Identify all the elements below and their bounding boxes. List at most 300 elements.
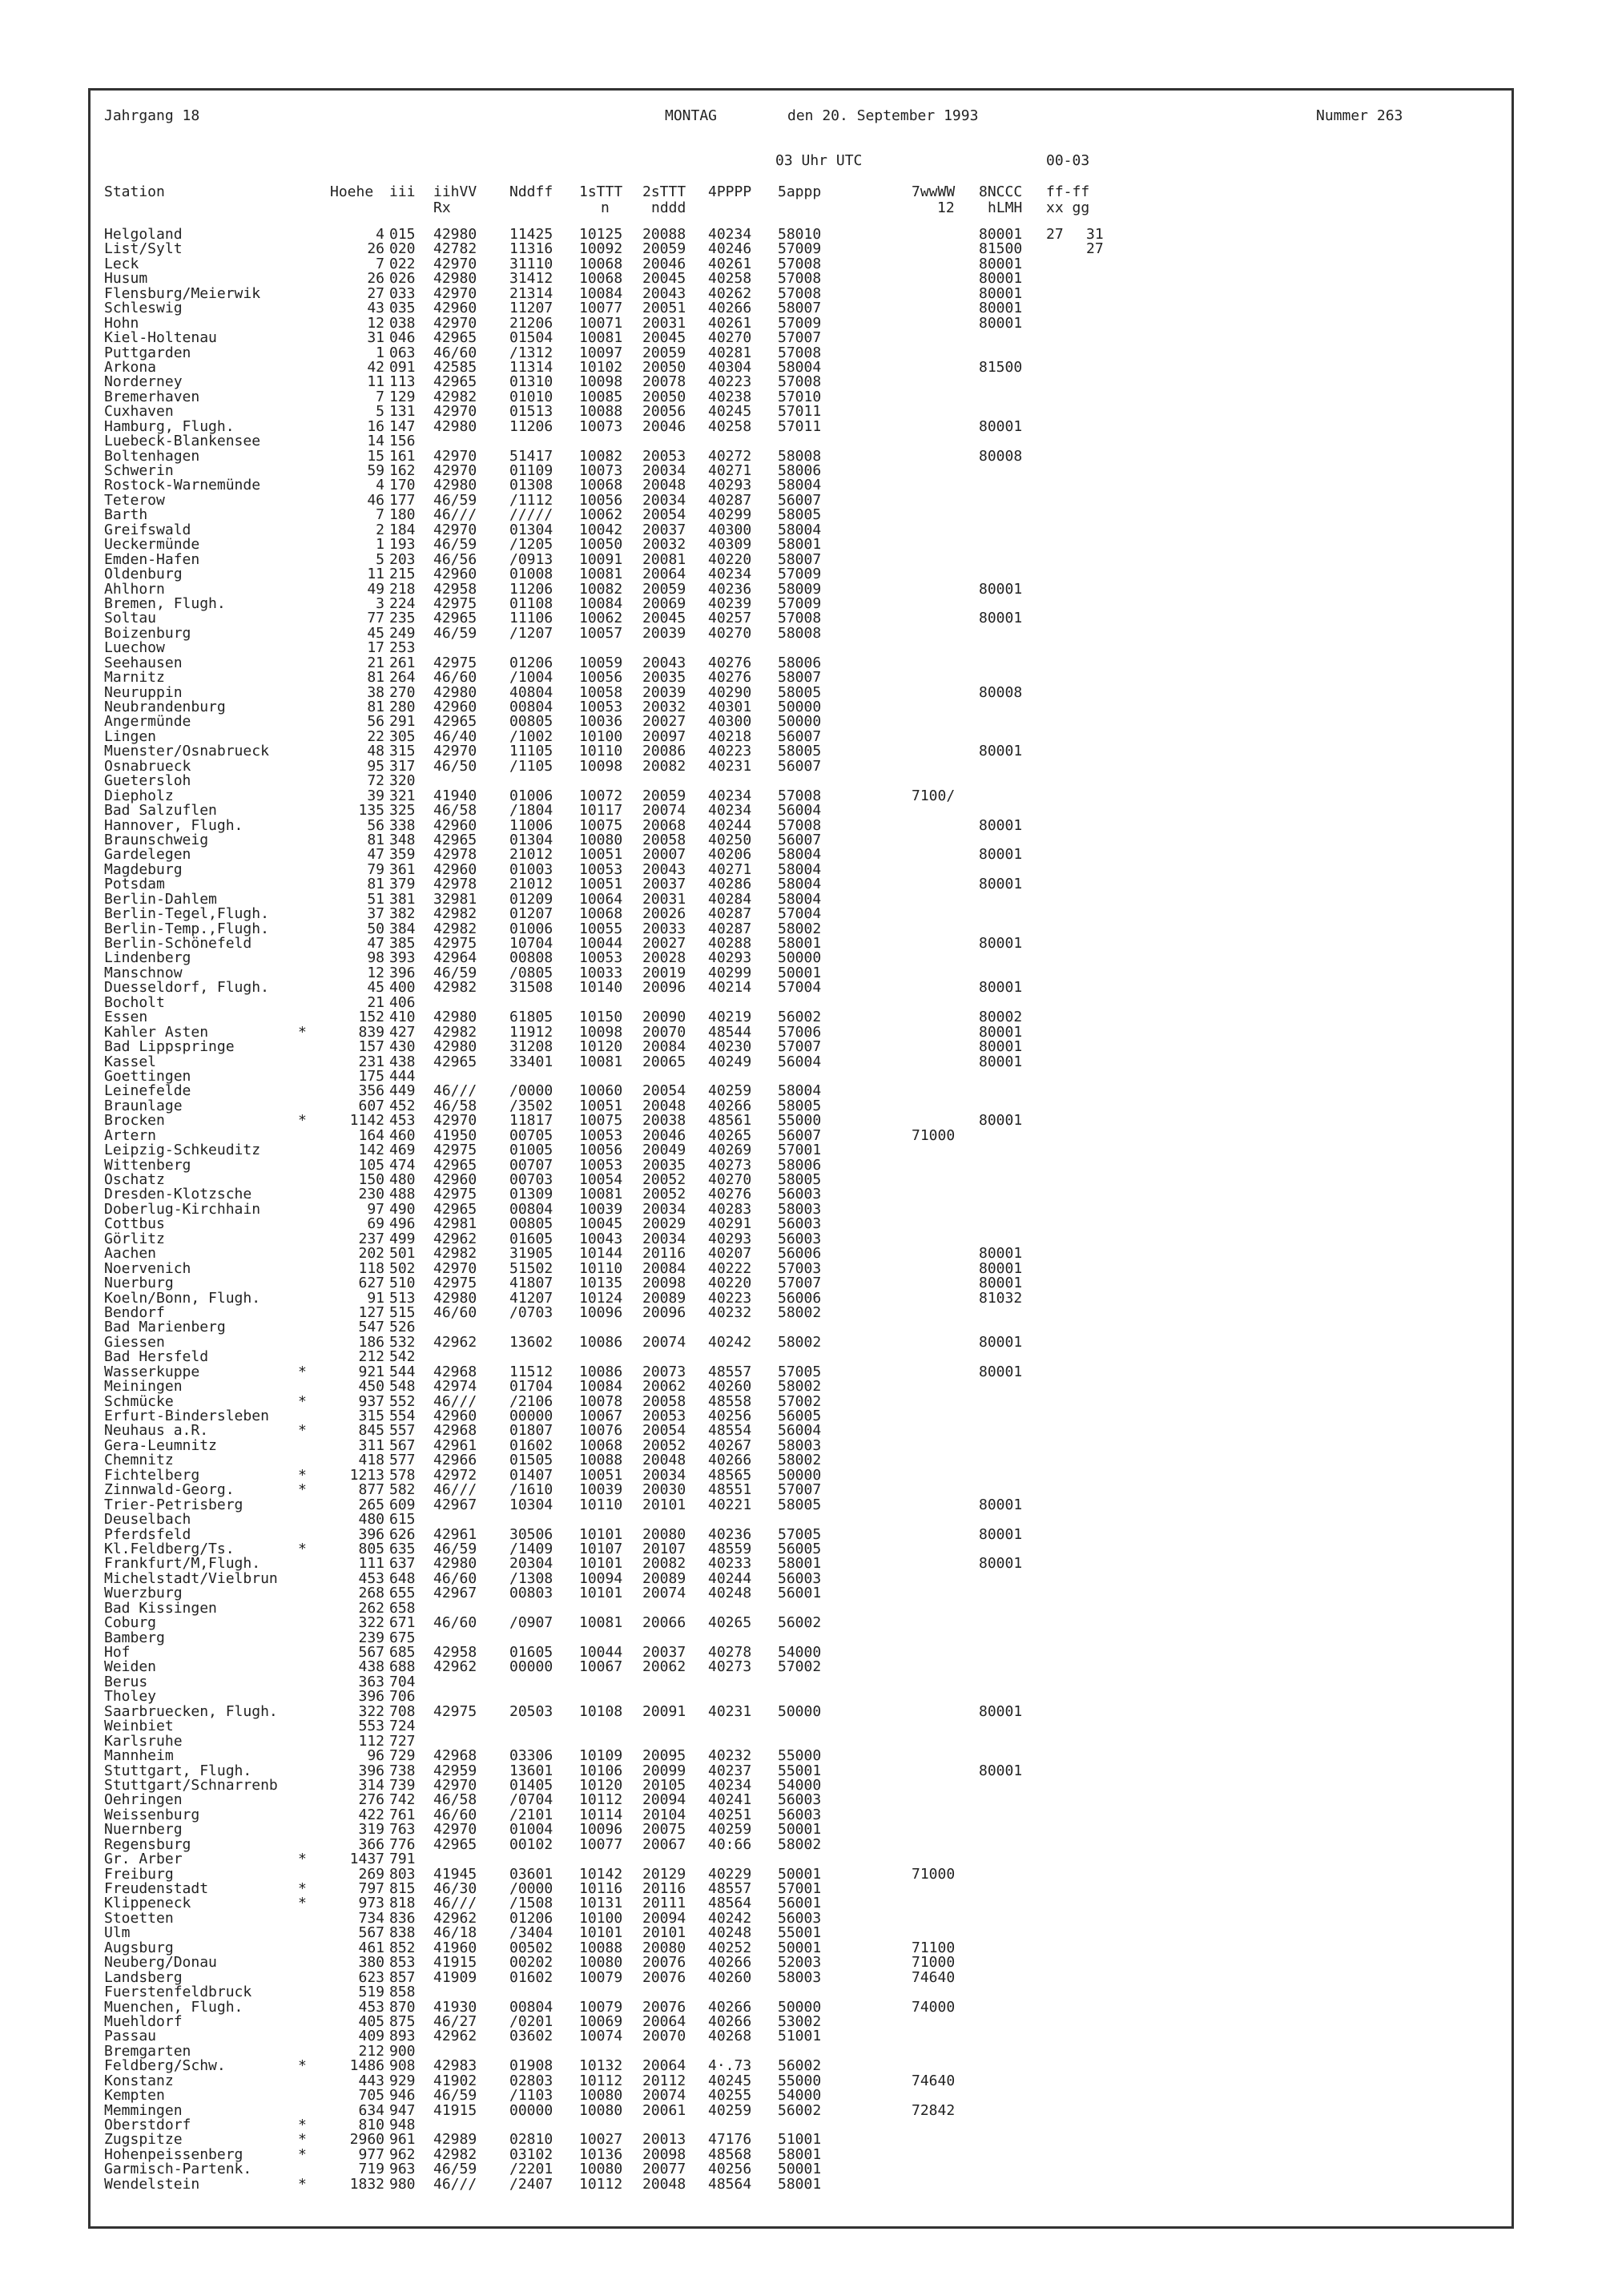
station-name: Freiburg	[104, 1865, 174, 1883]
group-dewpoint: 20031	[642, 314, 686, 332]
group-pressure: 40236	[708, 580, 752, 598]
group-temp: 10094	[579, 1569, 623, 1587]
group-dewpoint: 20074	[642, 802, 686, 820]
group-dewpoint: 20034	[642, 1200, 686, 1218]
group-ihvv: 46/59	[433, 536, 477, 554]
group-temp: 10098	[579, 373, 623, 391]
group-tendency: 50001	[778, 964, 822, 981]
group-ihvv: 42970	[433, 1259, 477, 1277]
table-row	[0, 1852, 1602, 1867]
station-name: Kahler Asten	[104, 1023, 209, 1041]
col-ihvv: iihVV	[433, 183, 477, 200]
station-id: 908	[389, 2057, 416, 2075]
group-nddff: 03601	[509, 1865, 553, 1883]
group-nddff: 00705	[509, 1126, 553, 1144]
group-nddff: /2106	[509, 1392, 553, 1410]
group-clouds: 80001	[979, 876, 1023, 893]
group-nddff: 01504	[509, 329, 553, 347]
group-nddff: 51417	[509, 447, 553, 465]
group-ihvv: 42967	[433, 1496, 477, 1513]
station-id: 648	[389, 1569, 416, 1587]
group-nddff: /1804	[509, 802, 553, 820]
station-id: 325	[389, 802, 416, 820]
group-dewpoint: 20064	[642, 2057, 686, 2075]
station-name: Garmisch-Partenk.	[104, 2161, 252, 2178]
station-id: 131	[389, 403, 416, 421]
group-temp: 10112	[579, 2072, 623, 2089]
group-ihvv: 42970	[433, 447, 477, 465]
station-height: 12	[367, 964, 384, 981]
table-row	[0, 804, 1602, 818]
station-id: 203	[389, 550, 416, 568]
group-dewpoint: 20075	[642, 1821, 686, 1839]
group-dewpoint: 20068	[642, 816, 686, 834]
table-row	[0, 272, 1602, 286]
group-temp: 10101	[579, 1924, 623, 1942]
station-id: 305	[389, 727, 416, 745]
station-id: 379	[389, 876, 416, 893]
station-height: 623	[358, 1968, 384, 1986]
group-temp: 10054	[579, 1171, 623, 1188]
col-ihvv-sub: Rx	[433, 199, 451, 216]
group-temp: 10053	[579, 699, 623, 715]
table-row	[0, 981, 1602, 995]
station-name: Koeln/Bonn, Flugh.	[104, 1289, 261, 1307]
group-nddff: 01207	[509, 905, 553, 923]
station-id: 235	[389, 610, 416, 627]
group-tendency: 58005	[778, 743, 822, 760]
group-nddff: 00102	[509, 1835, 553, 1853]
group-tendency: 57002	[778, 1658, 822, 1676]
station-id: 264	[389, 669, 416, 687]
group-nddff: 03102	[509, 2145, 553, 2163]
group-ihvv: 46///	[433, 1481, 477, 1499]
station-name: Bendorf	[104, 1303, 165, 1321]
group-dewpoint: 20129	[642, 1865, 686, 1883]
group-tendency: 56007	[778, 757, 822, 775]
group-dewpoint: 20050	[642, 358, 686, 376]
group-temp: 10067	[579, 1408, 623, 1424]
group-dewpoint: 20101	[642, 1924, 686, 1942]
station-id: 671	[389, 1614, 416, 1632]
table-row	[0, 1114, 1602, 1128]
group-pressure: 40218	[708, 727, 752, 745]
group-temp: 10101	[579, 1555, 623, 1573]
station-id: 544	[389, 1363, 416, 1380]
station-name: Hohenpeissenberg	[104, 2145, 244, 2163]
station-height: 356	[358, 1082, 384, 1100]
station-height: 519	[358, 1984, 384, 2001]
group-nddff: /1508	[509, 1895, 553, 1912]
station-height: 59	[367, 462, 384, 479]
station-height: 5	[376, 550, 384, 568]
group-nddff: 01304	[509, 521, 553, 538]
group-nddff: 01006	[509, 920, 553, 937]
group-ihvv: 42965	[433, 610, 477, 627]
group-nddff: 11817	[509, 1112, 553, 1130]
group-dewpoint: 20070	[642, 2028, 686, 2045]
table-row	[0, 2101, 1602, 2119]
group-ihvv: 46/59	[433, 2161, 477, 2178]
station-name: Leck	[104, 255, 139, 272]
station-id: 490	[389, 1200, 416, 1218]
station-name: Manschnow	[104, 964, 183, 981]
group-temp: 10088	[579, 1452, 623, 1469]
station-height: 319	[358, 1821, 384, 1839]
group-nddff: 11106	[509, 610, 553, 627]
station-height: 27	[367, 284, 384, 302]
group-temp: 10116	[579, 1880, 623, 1897]
group-tendency: 58003	[778, 1968, 822, 1986]
station-height: 150	[358, 1171, 384, 1188]
group-dewpoint: 20046	[642, 255, 686, 272]
station-name: Neubrandenburg	[104, 699, 226, 715]
group-nddff: 01704	[509, 1378, 553, 1396]
station-id: 502	[389, 1259, 416, 1277]
station-id: 393	[389, 949, 416, 967]
group-nddff: 11316	[509, 240, 553, 258]
group-tendency: 58007	[778, 300, 822, 317]
group-dewpoint: 20116	[642, 1245, 686, 1263]
station-name: Arkona	[104, 358, 157, 376]
station-height: 4	[376, 477, 384, 494]
station-id: 480	[389, 1171, 416, 1188]
group-dewpoint: 20064	[642, 2012, 686, 2030]
station-id: 488	[389, 1186, 416, 1203]
station-id: 184	[389, 521, 416, 538]
group-pressure: 40291	[708, 1215, 752, 1233]
group-pressure: 40287	[708, 905, 752, 923]
station-name: Landsberg	[104, 1968, 183, 1986]
station-id: 704	[389, 1673, 416, 1690]
group-temp: 10110	[579, 743, 623, 760]
issue-number: Nummer 263	[1316, 107, 1403, 124]
table-row	[0, 1498, 1602, 1513]
group-dewpoint: 20095	[642, 1747, 686, 1765]
group-ihvv: 42965	[433, 373, 477, 391]
group-nddff: 01602	[509, 1436, 553, 1454]
group-temp: 10053	[579, 860, 623, 878]
station-name: Bad Hersfeld	[104, 1348, 209, 1366]
group-dewpoint: 20096	[642, 979, 686, 997]
group-dewpoint: 20062	[642, 1658, 686, 1676]
station-id: 658	[389, 1599, 416, 1617]
group-temp: 10110	[579, 1259, 623, 1277]
group-temp: 10051	[579, 846, 623, 864]
group-ihvv: 42962	[433, 1909, 477, 1927]
station-name: Wuerzburg	[104, 1585, 183, 1602]
group-tendency: 50000	[778, 699, 822, 715]
group-temp: 10056	[579, 491, 623, 509]
station-height: 42	[367, 358, 384, 376]
group-dewpoint: 20034	[642, 1466, 686, 1484]
station-height: 231	[358, 1053, 384, 1070]
group-tendency: 56001	[778, 1585, 822, 1602]
group-ihvv: 46/60	[433, 1569, 477, 1587]
group-tendency: 58004	[778, 876, 822, 893]
group-dewpoint: 20112	[642, 2072, 686, 2089]
station-height: 50	[367, 920, 384, 937]
group-nddff: /1610	[509, 1481, 553, 1499]
station-name: Osnabrueck	[104, 757, 191, 775]
col-ttt2-sub: nddd	[651, 199, 686, 216]
group-ihvv: 42980	[433, 226, 477, 243]
group-dewpoint: 20048	[642, 477, 686, 494]
station-name: Diepholz	[104, 787, 174, 804]
station-height: 72	[367, 772, 384, 790]
group-tendency: 56007	[778, 1126, 822, 1144]
station-id: 022	[389, 255, 416, 272]
group-temp: 10079	[579, 1998, 623, 2016]
group-nddff: 00000	[509, 1658, 553, 1676]
station-height: 311	[358, 1436, 384, 1454]
station-height: 396	[358, 1762, 384, 1779]
group-ihvv: 42980	[433, 683, 477, 701]
station-height: 43	[367, 300, 384, 317]
group-temp: 10039	[579, 1481, 623, 1499]
group-temp: 10077	[579, 1835, 623, 1853]
group-dewpoint: 20053	[642, 447, 686, 465]
station-name: Bremerhaven	[104, 388, 200, 405]
table-row	[0, 1040, 1602, 1054]
group-tendency: 50000	[778, 949, 822, 967]
group-clouds: 80001	[979, 1053, 1023, 1070]
station-height: 2	[376, 521, 384, 538]
group-pressure: 40265	[708, 1126, 752, 1144]
group-nddff: 01908	[509, 2057, 553, 2075]
station-name: Kassel	[104, 1053, 157, 1070]
group-nddff: 01405	[509, 1776, 553, 1794]
group-dewpoint: 20027	[642, 713, 686, 731]
station-id: 253	[389, 639, 416, 657]
station-id: 460	[389, 1126, 416, 1144]
station-height: 11	[367, 566, 384, 583]
group-dewpoint: 20048	[642, 1452, 686, 1469]
station-height: 15	[367, 447, 384, 465]
group-pressure: 40234	[708, 1776, 752, 1794]
group-clouds: 80001	[979, 1038, 1023, 1056]
station-height: 31	[367, 329, 384, 347]
station-height: 921	[358, 1363, 384, 1380]
group-nddff: 01309	[509, 1186, 553, 1203]
group-dewpoint: 20026	[642, 905, 686, 923]
group-ihvv: 46/40	[433, 727, 477, 745]
station-name: Regensburg	[104, 1835, 191, 1853]
group-tendency: 56006	[778, 1245, 822, 1263]
station-height: 1832	[349, 2175, 384, 2193]
group-nddff: 01505	[509, 1452, 553, 1469]
group-dewpoint: 20076	[642, 1954, 686, 1972]
group-tendency: 58007	[778, 669, 822, 687]
table-row	[0, 1616, 1602, 1630]
group-pressure: 40299	[708, 964, 752, 981]
group-pressure: 40269	[708, 1142, 752, 1159]
col-ncc: 8NCCC	[979, 183, 1023, 200]
table-row	[0, 1055, 1602, 1069]
group-nddff: /1103	[509, 2087, 553, 2105]
group-pressure: 40214	[708, 979, 752, 997]
group-dewpoint: 20082	[642, 757, 686, 775]
station-name: Boltenhagen	[104, 447, 200, 465]
group-temp: 10078	[579, 1392, 623, 1410]
group-tendency: 58006	[778, 1156, 822, 1174]
station-height: 480	[358, 1511, 384, 1529]
station-name: Duesseldorf, Flugh.	[104, 979, 269, 997]
col-ff: ff-ff	[1046, 183, 1090, 200]
group-dewpoint: 20074	[642, 2087, 686, 2105]
station-name: Muehldorf	[104, 2012, 183, 2030]
group-tendency: 50000	[778, 1466, 822, 1484]
group-dewpoint: 20045	[642, 329, 686, 347]
table-row	[0, 626, 1602, 641]
station-name: Gera-Leumnitz	[104, 1436, 217, 1454]
station-height: 453	[358, 1998, 384, 2016]
table-row	[0, 1217, 1602, 1231]
group-nddff: 01008	[509, 566, 553, 583]
group-pressure: 40232	[708, 1747, 752, 1765]
group-temp: 10140	[579, 979, 623, 997]
group-dewpoint: 20029	[642, 1215, 686, 1233]
group-ihvv: 42960	[433, 860, 477, 878]
station-height: 77	[367, 610, 384, 627]
station-id: 929	[389, 2072, 416, 2089]
station-id: 430	[389, 1038, 416, 1056]
group-dewpoint: 20037	[642, 521, 686, 538]
station-name: Neuruppin	[104, 683, 183, 701]
station-name: Deuselbach	[104, 1511, 191, 1529]
station-id: 444	[389, 1067, 416, 1085]
station-id: 818	[389, 1895, 416, 1912]
group-pressure: 48551	[708, 1481, 752, 1499]
mountain-marker: *	[298, 1466, 307, 1484]
station-name: Luebeck-Blankensee	[104, 433, 261, 450]
group-dewpoint: 20056	[642, 403, 686, 421]
group-temp: 10080	[579, 831, 623, 848]
group-dewpoint: 20073	[642, 1363, 686, 1380]
group-ihvv: 41950	[433, 1126, 477, 1144]
group-tendency: 57007	[778, 1275, 822, 1292]
station-id: 962	[389, 2145, 416, 2163]
group-ihvv: 46/59	[433, 2087, 477, 2105]
group-ihvv: 42970	[433, 1821, 477, 1839]
group-pressure: 40221	[708, 1496, 752, 1513]
station-name: Oberstdorf	[104, 2117, 191, 2133]
group-ihvv: 42962	[433, 1658, 477, 1676]
group-temp: 10109	[579, 1747, 623, 1765]
group-tendency: 57008	[778, 787, 822, 804]
station-height: 11	[367, 373, 384, 391]
group-tendency: 56003	[778, 1806, 822, 1823]
table-row	[0, 1513, 1602, 1527]
group-clouds: 81500	[979, 240, 1023, 258]
station-name: Hamburg, Flugh.	[104, 417, 235, 435]
table-row	[0, 1483, 1602, 1497]
station-name: Lindenberg	[104, 949, 191, 967]
group-gust-max: 27	[1046, 226, 1064, 243]
group-temp: 10056	[579, 1142, 623, 1159]
group-tendency: 58006	[778, 462, 822, 479]
group-tendency: 57004	[778, 979, 822, 997]
group-pressure: 40236	[708, 1525, 752, 1543]
table-row	[0, 2177, 1602, 2192]
station-height: 1	[376, 344, 384, 361]
group-nddff: 61805	[509, 1009, 553, 1026]
group-temp: 10051	[579, 1466, 623, 1484]
group-ihvv: 42975	[433, 1275, 477, 1292]
group-nddff: 01407	[509, 1466, 553, 1484]
group-temp: 10069	[579, 2012, 623, 2030]
group-ihvv: 42972	[433, 1466, 477, 1484]
group-dewpoint: 20033	[642, 920, 686, 937]
group-pressure: 40231	[708, 757, 752, 775]
group-pressure: 40260	[708, 1378, 752, 1396]
group-ihvv: 42975	[433, 1142, 477, 1159]
group-dewpoint: 20045	[642, 270, 686, 288]
group-nddff: /0000	[509, 1082, 553, 1100]
group-tendency: 58005	[778, 1171, 822, 1188]
group-tendency: 56007	[778, 831, 822, 848]
period-label: 00-03	[1046, 152, 1090, 169]
station-id: 739	[389, 1776, 416, 1794]
station-id: 763	[389, 1821, 416, 1839]
station-name: Nuerburg	[104, 1275, 174, 1292]
table-row	[0, 671, 1602, 685]
group-temp: 10064	[579, 890, 623, 908]
station-name: Norderney	[104, 373, 183, 391]
table-row	[0, 1247, 1602, 1261]
station-height: 164	[358, 1126, 384, 1144]
station-height: 805	[358, 1540, 384, 1557]
group-tendency: 56002	[778, 1009, 822, 1026]
group-clouds: 80001	[979, 300, 1023, 317]
station-height: 230	[358, 1186, 384, 1203]
station-height: 91	[367, 1289, 384, 1307]
table-row	[0, 1453, 1602, 1468]
station-height: 48	[367, 743, 384, 760]
group-pressure: 40276	[708, 654, 752, 671]
station-height: 7	[376, 388, 384, 405]
group-pressure: 40252	[708, 1939, 752, 1956]
group-temp: 10096	[579, 1821, 623, 1839]
station-name: Hohn	[104, 314, 139, 332]
group-pressure: 40304	[708, 358, 752, 376]
station-name: Berus	[104, 1673, 148, 1690]
group-temp: 10135	[579, 1275, 623, 1292]
station-height: 12	[367, 314, 384, 332]
group-nddff: 01605	[509, 1644, 553, 1661]
group-ihvv: 32981	[433, 890, 477, 908]
table-row	[0, 405, 1602, 419]
station-name: Neuhaus a.R.	[104, 1422, 209, 1440]
group-dewpoint: 20059	[642, 580, 686, 598]
group-tendency: 58002	[778, 1333, 822, 1351]
station-id: 637	[389, 1555, 416, 1573]
station-name: Essen	[104, 1009, 148, 1026]
group-nddff: 11105	[509, 743, 553, 760]
group-nddff: 00803	[509, 1585, 553, 1602]
mountain-marker: *	[298, 2175, 307, 2193]
group-pressure: 40283	[708, 1200, 752, 1218]
station-name: Oehringen	[104, 1791, 183, 1809]
group-dewpoint: 20084	[642, 1259, 686, 1277]
group-ihvv: 42960	[433, 566, 477, 583]
group-tendency: 56003	[778, 1230, 822, 1247]
station-height: 212	[358, 1348, 384, 1366]
station-height: 396	[358, 1688, 384, 1706]
station-height: 17	[367, 639, 384, 657]
table-row	[0, 301, 1602, 316]
group-tendency: 56003	[778, 1791, 822, 1809]
